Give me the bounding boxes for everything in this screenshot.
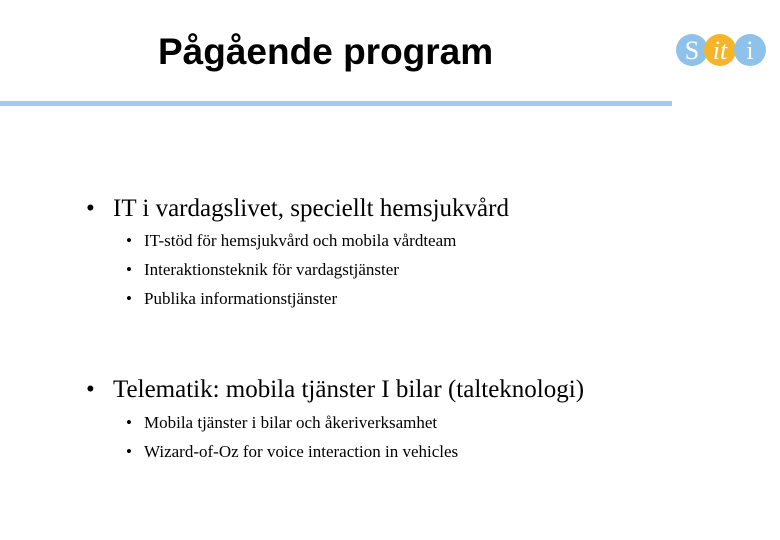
bullet-dot: • <box>86 195 95 222</box>
bullet-dot: • <box>126 289 132 308</box>
section-heading: IT i vardagslivet, speciellt hemsjukvård <box>113 195 509 222</box>
bullet-dot: • <box>126 442 132 461</box>
logo-letter-it: it <box>712 36 728 65</box>
bullet-dot: • <box>126 413 132 432</box>
title-underline <box>0 101 672 106</box>
bullet-dot: • <box>126 260 132 279</box>
logo-letter-s: S <box>684 36 700 65</box>
bullet-dot: • <box>126 231 132 250</box>
list-item: Interaktionsteknik för vardagstjänster <box>144 260 399 279</box>
list-item: Wizard-of-Oz for voice interaction in vehicles <box>144 442 459 461</box>
logo-letter-i: i <box>746 36 754 65</box>
list-item: Mobila tjänster i bilar och åkeriverksamhet <box>144 413 438 432</box>
list-item: IT-stöd för hemsjukvård och mobila vårdteam <box>144 231 457 250</box>
section-heading: Telematik: mobila tjänster I bilar (talteknologi) <box>113 376 585 403</box>
siti-logo <box>672 28 772 72</box>
bullet-dot: • <box>86 376 95 403</box>
slide-title: Pågående program <box>158 31 494 72</box>
list-item: Publika informationstjänster <box>144 289 338 308</box>
